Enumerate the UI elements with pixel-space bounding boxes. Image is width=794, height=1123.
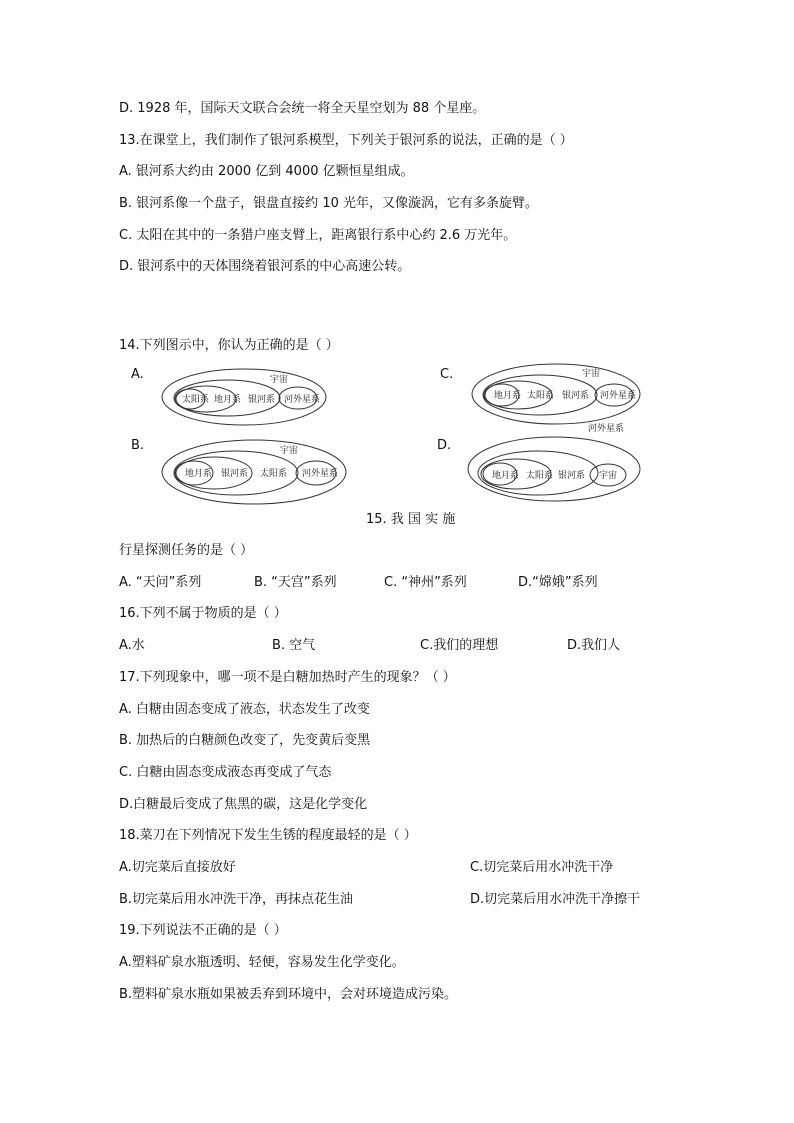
q19-option-a: A.塑料矿泉水瓶透明、轻便，容易发生化学变化。 — [119, 955, 405, 970]
label-other-galaxy: 河外星系 — [302, 469, 339, 479]
q13-option-c: C. 太阳在其中的一条猎户座支臂上，距离银行系中心约 2.6 万光年。 — [119, 228, 517, 243]
label-universe: 宇宙 — [582, 369, 601, 379]
q16-option-c: C.我们的理想 — [420, 638, 499, 653]
q14-label-c: C. — [440, 367, 454, 382]
label-earth-moon: 地月系 — [185, 469, 213, 479]
q14-label-b: B. — [131, 438, 145, 453]
q14-diagram-b — [160, 437, 350, 507]
q18-option-d: D.切完菜后用水冲洗干净擦干 — [470, 892, 641, 907]
q18-option-a: A.切完菜后直接放好 — [119, 860, 236, 875]
q17-option-c: C. 白糖由固态变成液态再变成了气态 — [119, 765, 332, 780]
q14-label-a: A. — [131, 367, 144, 382]
label-solar-system: 太阳系 — [527, 391, 555, 401]
q15-option-a: A. “天问”系列 — [119, 575, 202, 590]
q13-option-b: B. 银河系像一个盘子，银盘直接约 10 光年，又像漩涡，它有多条旋臂。 — [119, 196, 538, 211]
label-earth-moon: 地月系 — [214, 395, 242, 405]
label-other-galaxy: 河外星系 — [600, 391, 637, 401]
q17-stem: 17.下列现象中，哪一项不是白糖加热时产生的现象？（ ） — [119, 670, 456, 685]
q19-stem: 19.下列说法不正确的是（ ） — [119, 923, 287, 938]
q15-stem-tail: 行星探测任务的是（ ） — [119, 543, 254, 558]
q16-option-b: B. 空气 — [272, 638, 316, 653]
label-universe: 宇宙 — [599, 471, 618, 481]
label-solar-system: 太阳系 — [182, 395, 210, 405]
q14-label-d: D. — [437, 438, 452, 453]
label-galaxy: 银河系 — [562, 391, 590, 401]
q14-stem: 14.下列图示中，你认为正确的是（ ） — [119, 338, 339, 353]
q15-option-d: D.“嫦娥”系列 — [518, 575, 598, 590]
q19-option-b: B.塑料矿泉水瓶如果被丢弃到环境中，会对环境造成污染。 — [119, 987, 458, 1002]
q16-option-a: A.水 — [119, 638, 145, 653]
q14-diagram-d — [466, 423, 646, 503]
q13-option-d: D. 银河系中的天体围绕着银河系的中心高速公转。 — [119, 259, 411, 274]
label-galaxy: 银河系 — [248, 395, 276, 405]
q17-option-a: A. 白糖由固态变成了液态，状态发生了改变 — [119, 702, 370, 717]
q15-option-b: B. “天宫”系列 — [254, 575, 337, 590]
q14-diagram-c — [470, 361, 645, 427]
label-other-galaxy: 河外星系 — [284, 395, 321, 405]
q17-option-d: D.白糖最后变成了焦黑的碳，这是化学变化 — [119, 797, 368, 812]
other-galaxy-ring — [468, 437, 640, 501]
label-galaxy: 银河系 — [558, 471, 586, 481]
q16-stem: 16.下列不属于物质的是（ ） — [119, 606, 287, 621]
label-universe: 宇宙 — [270, 375, 289, 385]
q18-option-b: B.切完菜后用水冲洗干净，再抹点花生油 — [119, 892, 354, 907]
label-galaxy: 银河系 — [221, 469, 249, 479]
q15-option-c: C. “神州”系列 — [384, 575, 467, 590]
label-earth-moon: 地月系 — [492, 471, 520, 481]
q18-option-c: C.切完菜后用水冲洗干净 — [470, 860, 614, 875]
q17-option-b: B. 加热后的白糖颜色改变了，先变黄后变黑 — [119, 733, 371, 748]
label-solar-system: 太阳系 — [260, 469, 288, 479]
q13-option-a: A. 银河系大约由 2000 亿到 4000 亿颗恒星组成。 — [119, 164, 414, 179]
q12-option-d: D. 1928 年，国际天文联合会统一将全天星空划为 88 个星座。 — [119, 101, 486, 116]
q15-stem-head: 15. 我 国 实 施 — [366, 512, 456, 527]
label-earth-moon: 地月系 — [494, 391, 522, 401]
q18-stem: 18.菜刀在下列情况下发生生锈的程度最轻的是（ ） — [119, 828, 417, 843]
q14-diagram-a — [160, 366, 335, 428]
q16-option-d: D.我们人 — [567, 638, 621, 653]
label-other-galaxy: 河外星系 — [588, 424, 625, 434]
label-solar-system: 太阳系 — [526, 471, 554, 481]
q13-stem: 13.在课堂上，我们制作了银河系模型，下列关于银河系的说法，正确的是（ ） — [119, 133, 573, 148]
label-universe: 宇宙 — [280, 446, 299, 456]
